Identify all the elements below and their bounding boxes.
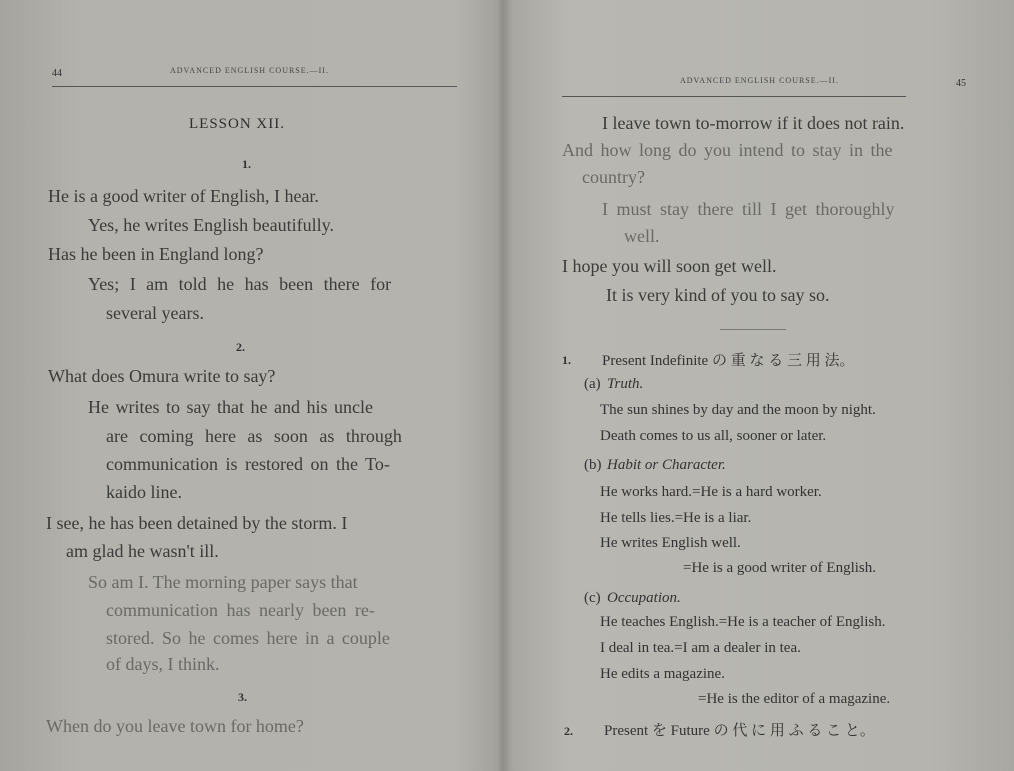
usage-title: Occupation. <box>607 590 681 606</box>
grammar-point-title: Present Indefinite の 重 な る 三 用 法。 <box>602 353 855 369</box>
section-number: 2. <box>236 340 245 354</box>
section-number: 1. <box>242 157 251 171</box>
dialogue-line: Yes, he writes English beautifully. <box>88 215 334 235</box>
right-page <box>500 0 1014 771</box>
grammar-point-number: 2. <box>564 724 573 738</box>
page-number: 45 <box>956 78 966 89</box>
header-rule <box>562 96 906 97</box>
dialogue-line: well. <box>624 226 660 246</box>
dialogue-line: I must stay there till I get thoroughly <box>602 199 895 219</box>
dialogue-line: are coming here as soon as through <box>106 426 402 446</box>
left-page <box>0 0 495 771</box>
dialogue-line: am glad he wasn't ill. <box>66 541 219 561</box>
dialogue-line: What does Omura write to say? <box>48 366 276 386</box>
dialogue-line: kaido line. <box>106 482 182 502</box>
dialogue-line: I see, he has been detained by the storm. I <box>46 513 348 533</box>
dialogue-line: Has he been in England long? <box>48 244 264 264</box>
dialogue-line: of days, I think. <box>106 654 220 674</box>
running-header: ADVANCED ENGLISH COURSE.—II. <box>170 66 329 75</box>
dialogue-line: So am I. The morning paper says that <box>88 572 358 592</box>
grammar-point-title: Present を Future の 代 に 用 ふ る こ と。 <box>604 723 875 739</box>
running-header: ADVANCED ENGLISH COURSE.—II. <box>680 76 839 85</box>
dialogue-line: communication has nearly been re- <box>106 600 375 620</box>
usage-label: (a) <box>584 376 601 392</box>
dialogue-line: stored. So he comes here in a couple <box>106 628 390 648</box>
dialogue-line: I hope you will soon get well. <box>562 256 777 276</box>
example-sentence: He writes English well. <box>600 535 741 551</box>
dialogue-line: He writes to say that he and his uncle <box>88 397 373 417</box>
example-sentence: He tells lies.=He is a liar. <box>600 510 752 526</box>
dialogue-line: Yes; I am told he has been there for <box>88 274 392 294</box>
dialogue-line: And how long do you intend to stay in the <box>562 140 893 160</box>
usage-label: (b) <box>584 457 602 473</box>
dialogue-line: He is a good writer of English, I hear. <box>48 186 319 206</box>
dialogue-line: When do you leave town for home? <box>46 716 304 736</box>
usage-label: (c) <box>584 590 601 606</box>
example-sentence: He edits a magazine. <box>600 666 725 682</box>
dialogue-line: country? <box>582 167 645 187</box>
example-sentence: He works hard.=He is a hard worker. <box>600 484 822 500</box>
page-number: 44 <box>52 68 62 79</box>
example-sentence: The sun shines by day and the moon by night. <box>600 402 876 418</box>
section-number: 3. <box>238 690 247 704</box>
example-sentence: =He is a good writer of English. <box>683 560 877 576</box>
example-sentence: Death comes to us all, sooner or later. <box>600 428 827 444</box>
example-sentence: =He is the editor of a magazine. <box>698 691 891 707</box>
grammar-point-number: 1. <box>562 353 571 367</box>
usage-title: Habit or Character. <box>607 457 726 473</box>
lesson-title: LESSON XII. <box>189 116 285 132</box>
dialogue-line: several years. <box>106 303 204 323</box>
example-sentence: I deal in tea.=I am a dealer in tea. <box>600 640 801 656</box>
usage-title: Truth. <box>607 376 644 392</box>
example-sentence: He teaches English.=He is a teacher of English. <box>600 614 886 630</box>
header-rule <box>52 86 457 87</box>
section-divider <box>720 329 786 330</box>
dialogue-line: communication is restored on the To- <box>106 454 390 474</box>
dialogue-line: I leave town to-morrow if it does not rain. <box>602 113 905 133</box>
dialogue-line: It is very kind of you to say so. <box>606 285 830 305</box>
